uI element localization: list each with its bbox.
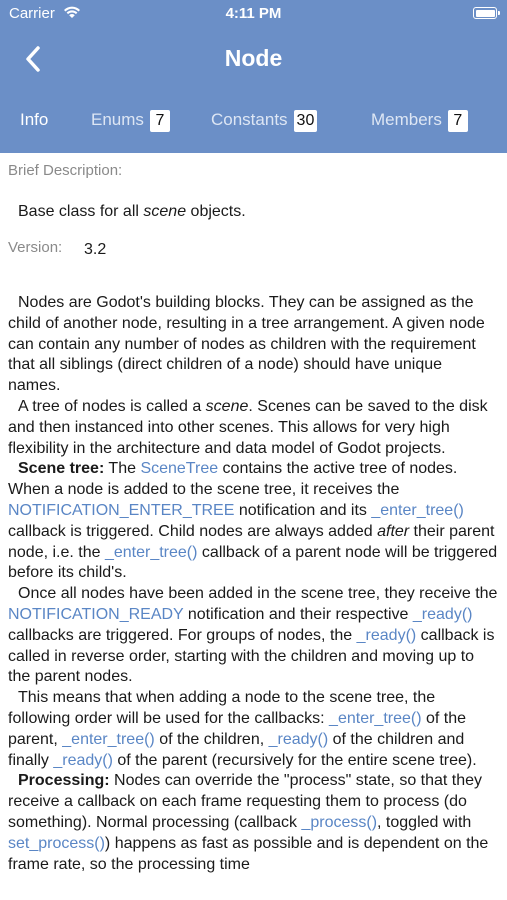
link-enter-tree[interactable]: _enter_tree()	[371, 501, 464, 519]
nav-bar	[0, 28, 507, 92]
link-enter-tree[interactable]: _enter_tree()	[62, 730, 155, 748]
version-value: 3.2	[84, 241, 107, 258]
link-ready[interactable]: _ready()	[53, 751, 113, 769]
link-ready[interactable]: _ready()	[412, 605, 473, 623]
count-badge: 30	[294, 110, 318, 132]
tab-label: Enums	[91, 110, 144, 129]
brief-description-text: Base class for all scene objects.	[18, 203, 246, 220]
paragraph: A tree of nodes is called a scene. Scenes can be saved to the disk and then instanced into other scenes. This allows for very high flexibility in the architecture and data model of Godot projects.	[8, 397, 488, 457]
tab-label: Constants	[211, 110, 288, 129]
link-ready[interactable]: _ready()	[268, 730, 329, 748]
tab-enums[interactable]	[91, 110, 170, 132]
brief-description-label: Brief Description:	[8, 162, 123, 179]
tab-bar	[0, 92, 507, 152]
version-label: Version:	[8, 239, 63, 256]
tab-members[interactable]	[371, 110, 468, 132]
link-set-process[interactable]: set_process()	[8, 834, 105, 852]
status-bar	[0, 0, 507, 28]
carrier-label: Carrier	[9, 5, 55, 22]
paragraph: Processing: Nodes can override the "process" state, so that they receive a callback on each frame requesting them to process (do something). Normal processing (callback _process(), toggled with set_process()) happens as fast as possible and is dependent on the frame rate, so the processing time	[8, 772, 489, 873]
paragraph: This means that when adding a node to the scene tree, the following order will be used for the callbacks: _enter_tree() of the parent, _enter_tree() of the children, _ready() of the children and finally _ready() of the parent (recursively for the entire scene tree).	[8, 689, 477, 769]
description-body	[8, 293, 498, 875]
link-scenetree[interactable]: SceneTree	[140, 460, 219, 478]
link-process[interactable]: _process()	[301, 813, 378, 831]
status-time: 4:11 PM	[225, 5, 282, 22]
paragraph: Scene tree: The SceneTree contains the active tree of nodes. When a node is added to the scene tree, it receives the NOTIFICATION_ENTER_TREE notification and its _enter_tree() callback is triggered. Child nodes are always added after their parent node, i.e. the _enter_tree() callback of a parent node will be triggered before its child's.	[8, 460, 498, 582]
count-badge: 7	[150, 110, 170, 132]
tab-label: Members	[371, 110, 442, 129]
page-title: Node	[224, 45, 283, 71]
content-area[interactable]	[0, 153, 507, 900]
link-enter-tree[interactable]: _enter_tree()	[329, 709, 422, 727]
battery-icon	[473, 7, 497, 19]
paragraph: Once all nodes have been added in the scene tree, they receive the NOTIFICATION_READY notification and their respective _ready() callbacks are triggered. For groups of nodes, the _ready() callback is called in reverse order, starting with the children and moving up to the parent nodes.	[8, 585, 498, 686]
link-notification-enter-tree[interactable]: NOTIFICATION_ENTER_TREE	[8, 501, 235, 519]
count-badge: 7	[448, 110, 468, 132]
link-enter-tree[interactable]: _enter_tree()	[104, 543, 198, 561]
link-notification-ready[interactable]: NOTIFICATION_READY	[8, 605, 184, 623]
paragraph: Nodes are Godot's building blocks. They can be assigned as the child of another node, resulting in a tree arrangement. A given node can contain any number of nodes as children with the requirement that all siblings (direct children of a node) should have unique names.	[8, 294, 485, 395]
tab-constants[interactable]	[211, 110, 317, 132]
tab-info[interactable]	[20, 110, 48, 130]
tab-label: Info	[20, 110, 49, 129]
link-ready[interactable]: _ready()	[356, 626, 417, 644]
header	[0, 0, 507, 153]
